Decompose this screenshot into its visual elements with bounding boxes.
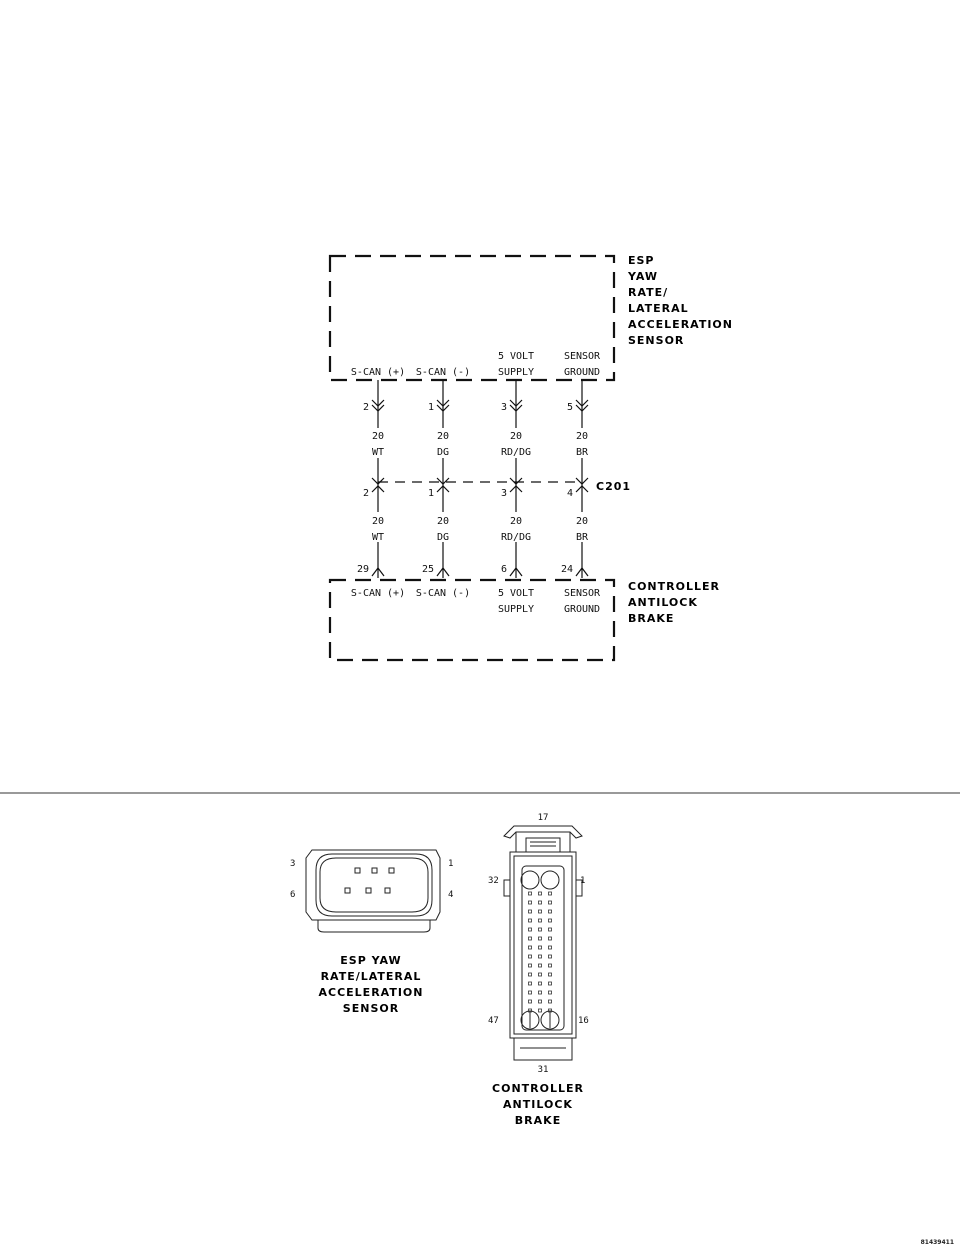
- svg-text:GROUND: GROUND: [563, 604, 601, 615]
- svg-text:S-CAN (+): S-CAN (+): [350, 588, 406, 599]
- svg-text:ANTILOCK: ANTILOCK: [503, 1098, 573, 1111]
- controller-cavity-pin: [549, 901, 552, 904]
- controller-cavity-pin: [529, 937, 532, 940]
- controller-cavity-pin: [539, 937, 542, 940]
- controller-cavity-pin: [539, 1000, 542, 1003]
- wire-color: BR: [575, 447, 589, 458]
- controller-pin-label-31: 31: [537, 1065, 549, 1075]
- controller-cavity-pin: [529, 982, 532, 985]
- controller-cavity-pin: [549, 910, 552, 913]
- controller-cavity-pin: [549, 919, 552, 922]
- wire-gauge: 20: [371, 516, 385, 527]
- esp-sensor-title: [627, 254, 733, 347]
- controller-cavity-pin: [539, 1009, 542, 1012]
- controller-cavity-pin: [529, 928, 532, 931]
- sensor-pin-label-1: 1: [448, 859, 454, 869]
- wire-gauge: 20: [575, 431, 589, 442]
- svg-text:6: 6: [500, 564, 507, 575]
- esp-pin-label-scan-minus: S-CAN (-): [415, 367, 471, 378]
- svg-text:ACCELERATION: ACCELERATION: [318, 986, 424, 999]
- controller-cavity-pin: [539, 928, 542, 931]
- svg-text:SENSOR: SENSOR: [563, 588, 601, 599]
- wire-gauge: 20: [509, 516, 523, 527]
- svg-text:ANTILOCK: ANTILOCK: [628, 596, 698, 609]
- controller-cavity-pin: [529, 910, 532, 913]
- esp-sensor-pin-labels: [351, 351, 601, 378]
- controller-cavity-pin: [539, 910, 542, 913]
- svg-text:3: 3: [500, 402, 507, 413]
- esp-pin-label-supply: SUPPLY: [497, 367, 535, 378]
- controller-cavity-pin: [529, 1000, 532, 1003]
- svg-text:5 VOLT: 5 VOLT: [497, 588, 535, 599]
- svg-text:YAW: YAW: [628, 270, 659, 283]
- c201-pin: 4: [566, 488, 573, 499]
- svg-text:5: 5: [566, 402, 573, 413]
- wire-color: DG: [436, 447, 450, 458]
- controller-cavity-pin: [549, 928, 552, 931]
- controller-cavity-pin: [549, 955, 552, 958]
- sensor-pin-label-3: 3: [290, 859, 296, 869]
- controller-pin-labels: [351, 588, 601, 615]
- controller-cavity-pin: [529, 991, 532, 994]
- svg-text:SUPPLY: SUPPLY: [497, 604, 535, 615]
- controller-cavity-pin: [539, 946, 542, 949]
- c201-label: C201: [596, 480, 632, 493]
- wire-color: WT: [371, 532, 385, 543]
- controller-pin-label-17: 17: [537, 813, 549, 823]
- svg-text:SENSOR: SENSOR: [628, 334, 685, 347]
- controller-pin-numbers: [357, 564, 573, 575]
- esp-pin-terminals: [372, 400, 588, 411]
- c201-pin: 2: [362, 488, 369, 499]
- svg-text:ACCELERATION: ACCELERATION: [628, 318, 733, 331]
- controller-title: [628, 580, 720, 625]
- controller-cavity-pin: [529, 919, 532, 922]
- wire-gauge: 20: [436, 431, 450, 442]
- svg-text:ESP YAW: ESP YAW: [340, 954, 402, 967]
- controller-cavity-pin: [549, 937, 552, 940]
- controller-pin-label-47: 47: [488, 1016, 499, 1026]
- svg-text:S-CAN (-): S-CAN (-): [415, 588, 471, 599]
- controller-pin-grid: [529, 892, 552, 1012]
- controller-cavity-pin: [539, 892, 542, 895]
- controller-cavity-pin: [529, 955, 532, 958]
- controller-cavity-pin: [529, 901, 532, 904]
- wire-color: RD/DG: [500, 447, 532, 458]
- controller-connector-caption: [492, 1082, 584, 1127]
- controller-cavity-pin: [549, 892, 552, 895]
- controller-cavity-pin: [539, 919, 542, 922]
- sensor-connector-caption: [319, 954, 424, 1015]
- upper-wire-labels: [362, 428, 598, 458]
- svg-text:RATE/: RATE/: [628, 286, 669, 299]
- sensor-pin-label-6: 6: [290, 890, 296, 900]
- c201-pin: 3: [500, 488, 507, 499]
- wire-gauge: 20: [371, 431, 385, 442]
- svg-text:LATERAL: LATERAL: [628, 302, 689, 315]
- controller-cavity-pin: [549, 982, 552, 985]
- controller-cavity-pin: [539, 964, 542, 967]
- wire-color: DG: [436, 532, 450, 543]
- svg-text:SENSOR: SENSOR: [342, 1002, 400, 1015]
- c201-pin: 1: [427, 488, 434, 499]
- svg-text:24: 24: [560, 564, 573, 575]
- wire-gauge: 20: [575, 516, 589, 527]
- svg-text:CONTROLLER: CONTROLLER: [628, 580, 720, 593]
- controller-cavity-pin: [539, 991, 542, 994]
- esp-pin-label-5volt: 5 VOLT: [497, 351, 535, 362]
- controller-cavity-pin: [549, 991, 552, 994]
- controller-cavity-pin: [529, 964, 532, 967]
- svg-text:BRAKE: BRAKE: [514, 1114, 562, 1127]
- wire-color: WT: [371, 447, 385, 458]
- svg-text:29: 29: [356, 564, 369, 575]
- figure-id: 81439411: [920, 1239, 954, 1246]
- svg-text:25: 25: [421, 564, 434, 575]
- controller-cavity-pin: [539, 982, 542, 985]
- controller-cavity-pin: [539, 901, 542, 904]
- svg-text:2: 2: [362, 402, 369, 413]
- esp-pin-label-ground: GROUND: [563, 367, 601, 378]
- controller-cavity-pin: [549, 946, 552, 949]
- svg-text:RATE/LATERAL: RATE/LATERAL: [320, 970, 422, 983]
- controller-connector-view: [504, 826, 582, 1060]
- esp-pin-label-sensor: SENSOR: [563, 351, 601, 362]
- controller-cavity-pin: [539, 955, 542, 958]
- controller-pin-terminals: [372, 568, 588, 576]
- svg-text:1: 1: [427, 402, 434, 413]
- controller-cavity-pin: [549, 973, 552, 976]
- controller-pin-label-1: 1: [580, 876, 586, 886]
- controller-cavity-pin: [529, 973, 532, 976]
- wire-runs: [378, 380, 582, 578]
- controller-cavity-pin: [529, 946, 532, 949]
- sensor-connector-view: [290, 850, 453, 932]
- wire-gauge: 20: [436, 516, 450, 527]
- controller-pin-label-32: 32: [488, 876, 499, 886]
- svg-text:BRAKE: BRAKE: [628, 612, 675, 625]
- esp-pin-numbers: [363, 402, 573, 413]
- lower-wire-labels: [362, 512, 598, 543]
- controller-pin-label-16: 16: [578, 1016, 589, 1026]
- controller-cavity-pin: [549, 1000, 552, 1003]
- controller-cavity-pin: [529, 892, 532, 895]
- svg-text:ESP: ESP: [628, 254, 655, 267]
- wire-color: BR: [575, 532, 589, 543]
- wire-gauge: 20: [509, 431, 523, 442]
- c201-connector: [363, 478, 631, 499]
- esp-pin-label-scan-plus: S-CAN (+): [350, 367, 406, 378]
- controller-cavity-pin: [539, 973, 542, 976]
- wire-color: RD/DG: [500, 532, 532, 543]
- sensor-pin-label-4: 4: [448, 890, 454, 900]
- controller-cavity-pin: [549, 964, 552, 967]
- svg-text:CONTROLLER: CONTROLLER: [492, 1082, 584, 1095]
